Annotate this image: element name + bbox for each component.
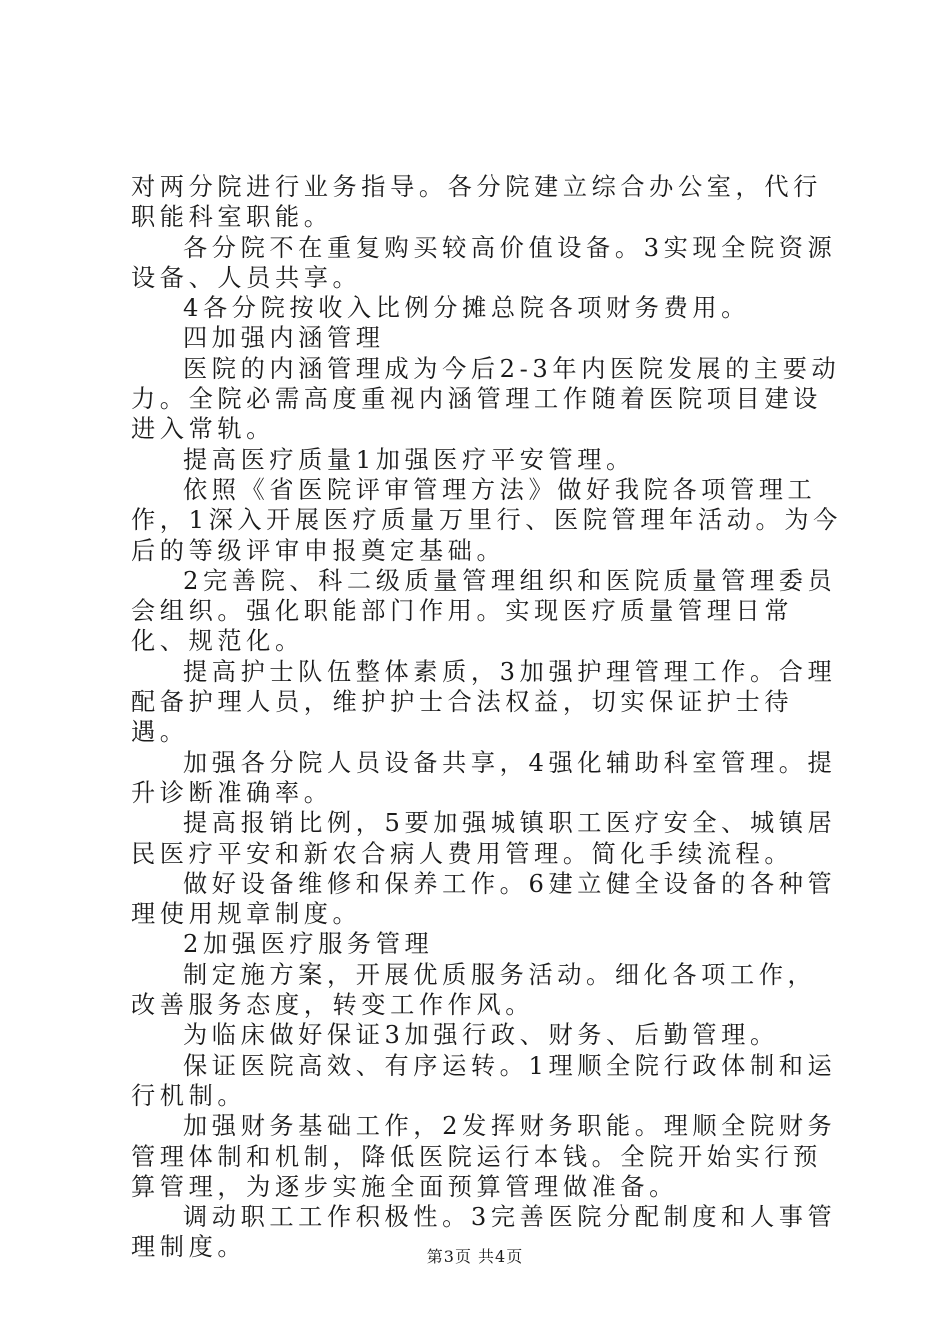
paragraph: 提高护士队伍整体素质，3加强护理管理工作。合理配备护理人员，维护护士合法权益，切实保证护士待遇。 [131, 657, 837, 747]
paragraph: 做好设备维修和保养工作。6建立健全设备的各种管理使用规章制度。 [131, 869, 837, 929]
paragraph: 加强财务基础工作，2发挥财务职能。理顺全院财务管理体制和机制，降低医院运行本钱。全院开始实行预算管理，为逐步实施全面预算管理做准备。 [131, 1112, 837, 1201]
paragraph: 制定施方案，开展优质服务活动。细化各项工作，改善服务态度，转变工作作风。 [131, 960, 817, 1020]
paragraph: 4各分院按收入比例分摊总院各项财务费用。 [183, 294, 750, 323]
paragraph: 调动职工工作积极性。3完善医院分配制度和人事管理制度。 [131, 1203, 837, 1262]
paragraph: 各分院不在重复购买较高价值设备。3实现全院资源设备、人员共享。 [131, 233, 837, 292]
paragraph: 提高报销比例，5要加强城镇职工医疗安全、城镇居民医疗平安和新农合病人费用管理。简化手续流程。 [131, 809, 837, 868]
document-body [131, 172, 843, 1263]
paragraph: 2完善院、科二级质量管理组织和医院质量管理委员会组织。强化职能部门作用。实现医疗质量管理日常化、规范化。 [131, 566, 837, 656]
paragraph: 提高医疗质量1加强医疗平安管理。 [183, 445, 635, 474]
page-footer [0, 1244, 950, 1267]
paragraph: 2加强医疗服务管理 [183, 930, 434, 959]
paragraph: 保证医院高效、有序运转。1理顺全院行政体制和运行机制。 [131, 1051, 837, 1110]
paragraph: 加强各分院人员设备共享，4强化辅助科室管理。提升诊断准确率。 [131, 748, 837, 807]
page-number-label: 第3页 共4页 [426, 1247, 524, 1266]
paragraph: 依照《省医院评审管理方法》做好我院各项管理工作，1深入开展医疗质量万里行、医院管理年活动。为今后的等级评审申报奠定基础。 [131, 475, 842, 565]
paragraph: 对两分院进行业务指导。各分院建立综合办公室，代行职能科室职能。 [131, 173, 822, 232]
paragraph: 四加强内涵管理 [183, 324, 385, 353]
paragraph: 为临床做好保证3加强行政、财务、后勤管理。 [183, 1021, 779, 1050]
paragraph: 医院的内涵管理成为今后2-3年内医院发展的主要动力。全院必需高度重视内涵管理工作随着医院项目建设进入常轨。 [131, 354, 841, 444]
